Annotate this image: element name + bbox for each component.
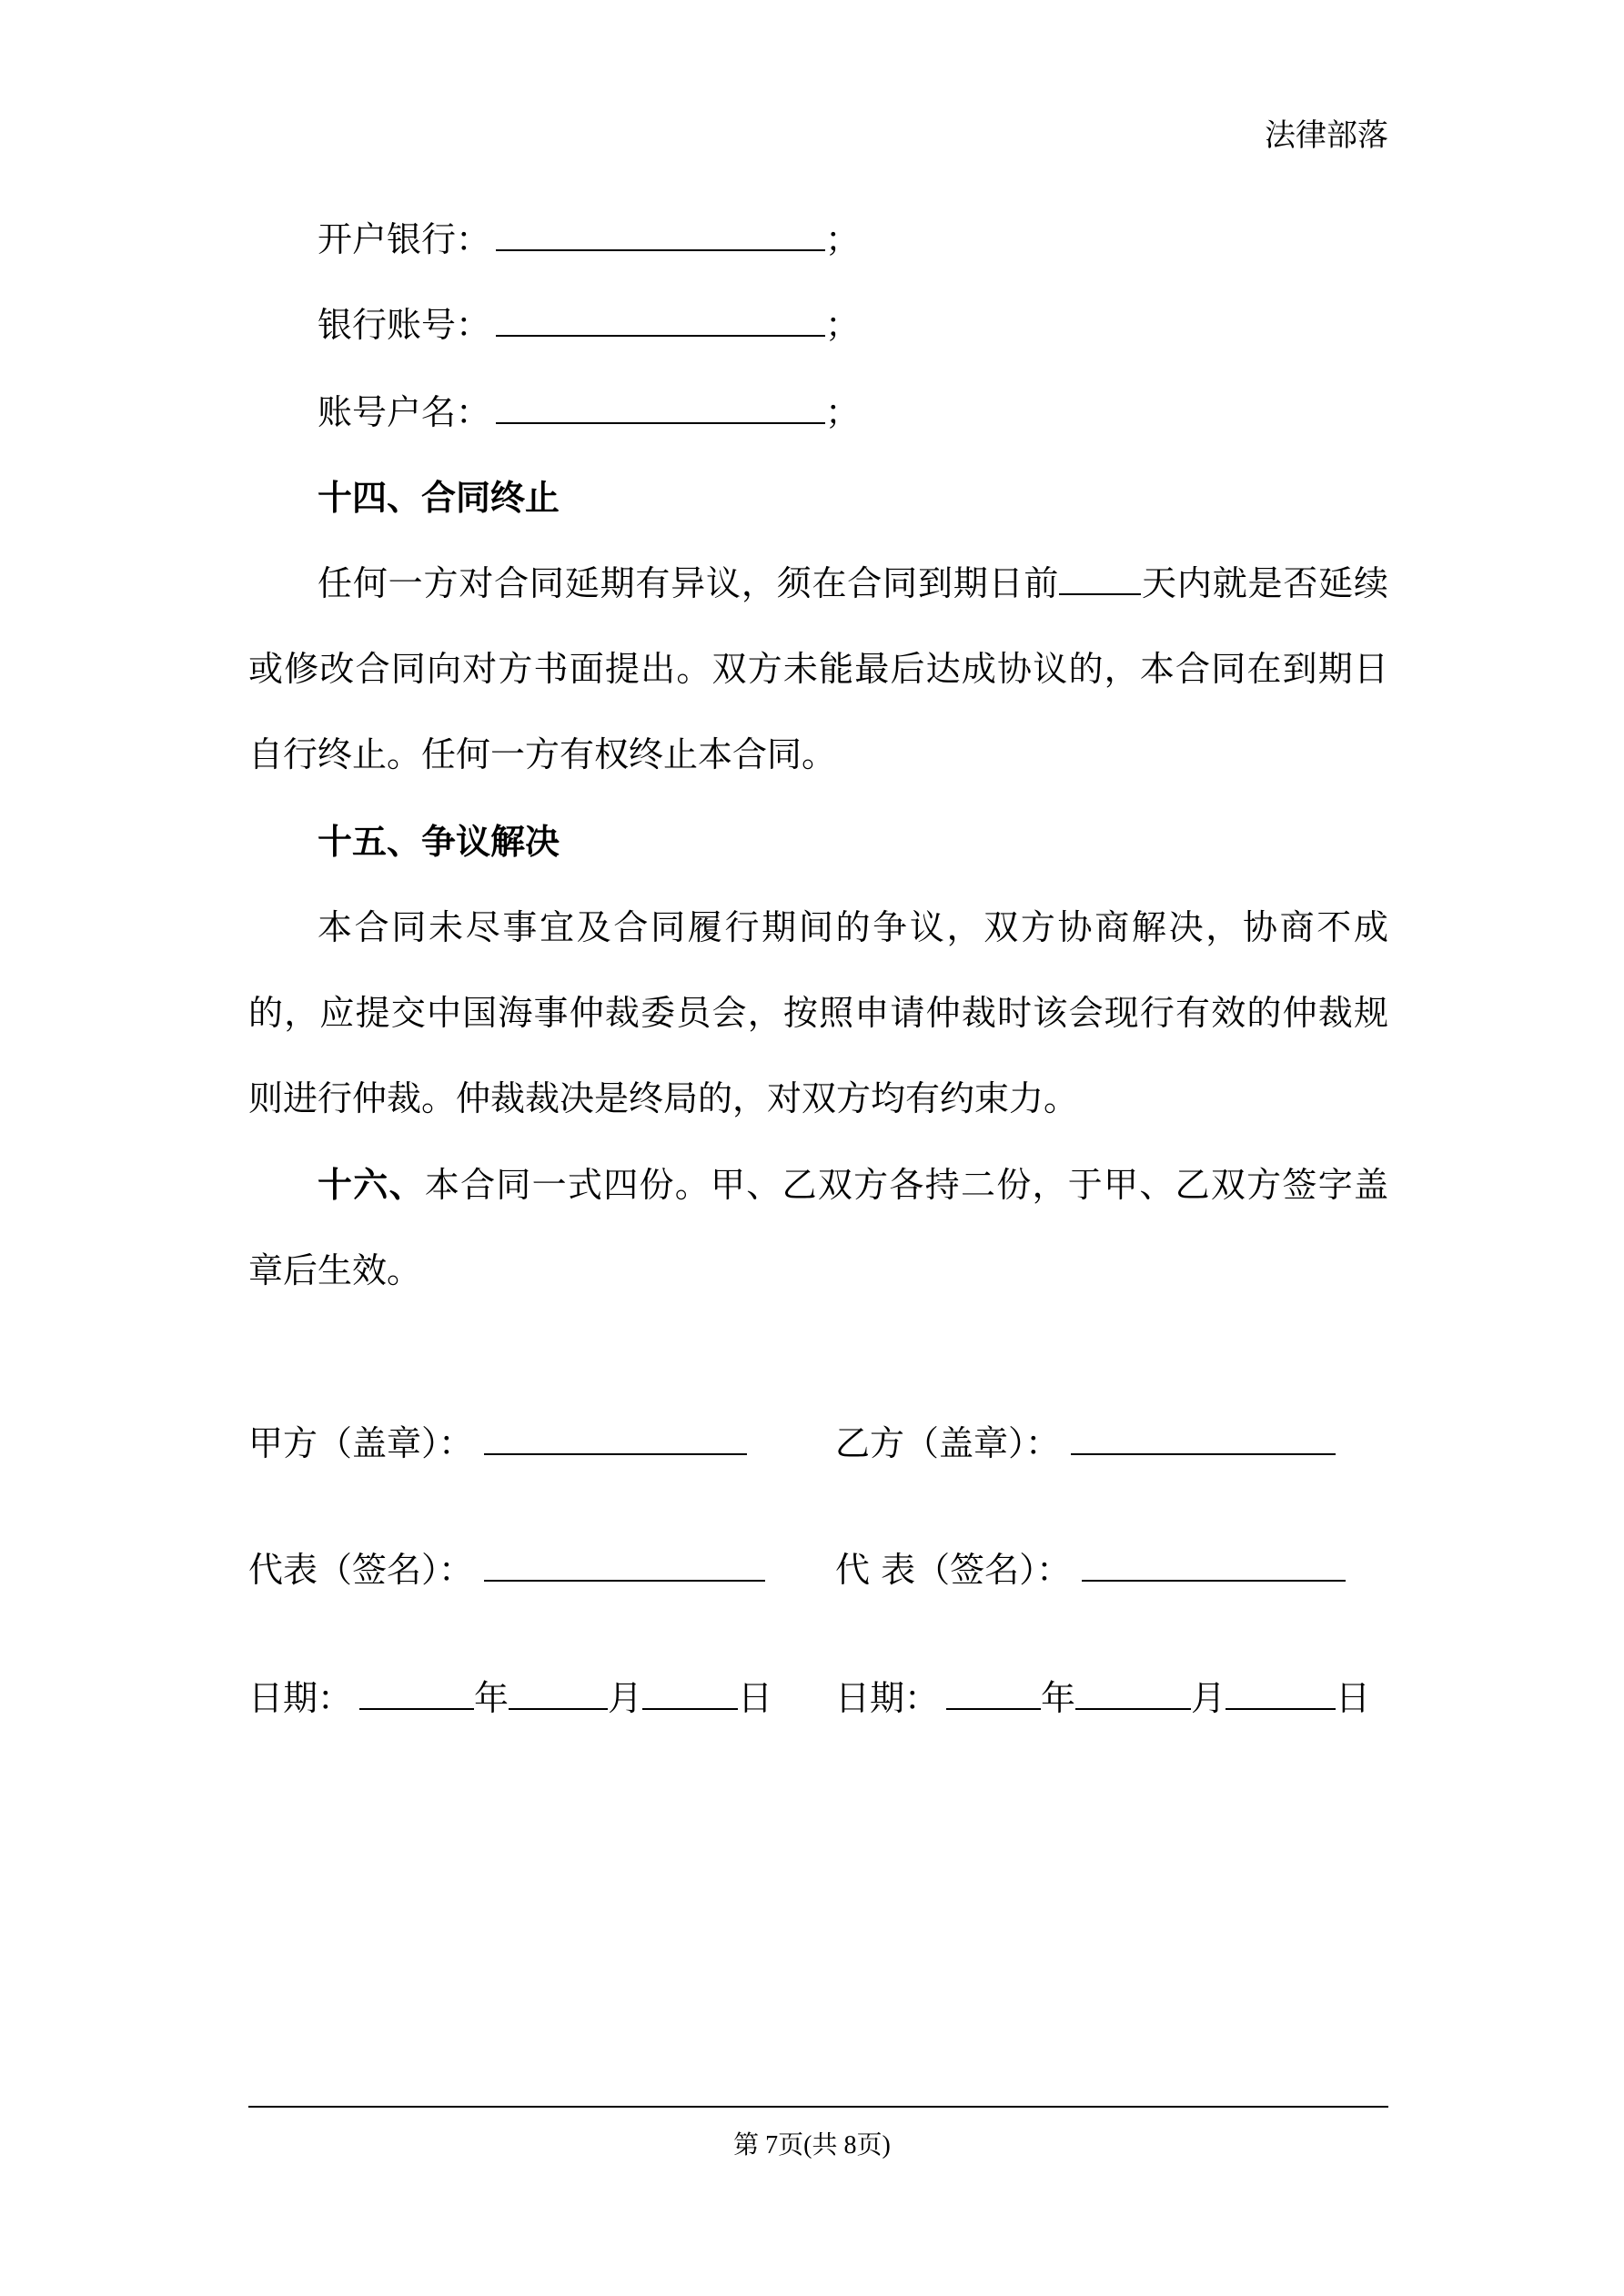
semicolon: ； <box>825 392 861 432</box>
year-label: 年 <box>1041 1678 1076 1718</box>
section14-text-before: 任何一方对合同延期有异议，须在合同到期日前 <box>318 563 1060 603</box>
party-a-rep-blank[interactable] <box>484 1553 765 1582</box>
day-label: 日 <box>738 1678 773 1718</box>
year-blank[interactable] <box>359 1681 474 1710</box>
day-blank[interactable] <box>642 1681 738 1710</box>
section14-text-after: 天内就是否延续或修改合同向对方书面提出。双方未能最后达成协议的，本合同在到期日自行终止。任何一方有权终止本合同。 <box>248 563 1388 774</box>
section15-heading: 十五、争议解决 <box>318 822 560 862</box>
section16-text: 本合同一式四份。甲、乙双方各持二份，于甲、乙双方签字盖章后生效。 <box>248 1165 1388 1290</box>
party-a-seal-blank[interactable] <box>484 1426 747 1455</box>
month-blank[interactable] <box>1075 1681 1191 1710</box>
bank-account-line <box>318 282 860 368</box>
month-label: 月 <box>608 1678 643 1718</box>
day-blank[interactable] <box>1226 1681 1336 1710</box>
bank-name-label: 开户银行： <box>318 219 491 259</box>
day-label: 日 <box>1336 1678 1371 1718</box>
month-label: 月 <box>1191 1678 1226 1718</box>
semicolon: ； <box>825 305 861 345</box>
party-a-date-line <box>248 1655 772 1741</box>
party-b-seal-line <box>835 1401 1336 1486</box>
section16-heading: 十六、 <box>318 1165 425 1205</box>
bank-name-blank[interactable] <box>496 222 825 251</box>
page-number: 第 7页(共 8页) <box>733 2131 891 2159</box>
bank-account-label: 银行账号： <box>318 305 491 345</box>
month-blank[interactable] <box>509 1681 608 1710</box>
party-a-seal-line <box>248 1401 747 1486</box>
section14-heading: 十四、合同终止 <box>318 478 560 518</box>
year-label: 年 <box>474 1678 509 1718</box>
date-label: 日期： <box>248 1678 353 1718</box>
party-a-rep-label: 代表（签名）： <box>248 1550 474 1590</box>
party-b-rep-line <box>835 1527 1346 1613</box>
section14-paragraph <box>248 541 1388 797</box>
party-b-seal-blank[interactable] <box>1071 1426 1336 1455</box>
semicolon: ； <box>825 219 861 259</box>
party-b-rep-label: 代 表（签名）： <box>835 1550 1072 1590</box>
section15-paragraph: 本合同未尽事宜及合同履行期间的争议，双方协商解决，协商不成的，应提交中国海事仲裁委员会，按照申请仲裁时该会现行有效的仲裁规则进行仲裁。仲裁裁决是终局的，对双方均有约束力。 <box>248 907 1388 1118</box>
bank-name-line <box>318 197 860 282</box>
account-holder-line <box>318 369 860 455</box>
year-blank[interactable] <box>946 1681 1041 1710</box>
party-b-seal-label: 乙方（盖章）： <box>835 1423 1061 1463</box>
party-b-date-line <box>835 1655 1370 1741</box>
section16-paragraph <box>248 1142 1388 1313</box>
bank-account-blank[interactable] <box>496 308 825 337</box>
party-b-rep-blank[interactable] <box>1082 1553 1346 1582</box>
days-blank[interactable] <box>1059 566 1141 595</box>
header-title: 法律部落 <box>1265 117 1388 154</box>
date-label: 日期： <box>835 1678 940 1718</box>
account-holder-label: 账号户名： <box>318 392 491 432</box>
footer-divider <box>248 2106 1388 2108</box>
account-holder-blank[interactable] <box>496 395 825 424</box>
party-a-seal-label: 甲方（盖章）： <box>248 1423 474 1463</box>
party-a-rep-line <box>248 1527 765 1613</box>
